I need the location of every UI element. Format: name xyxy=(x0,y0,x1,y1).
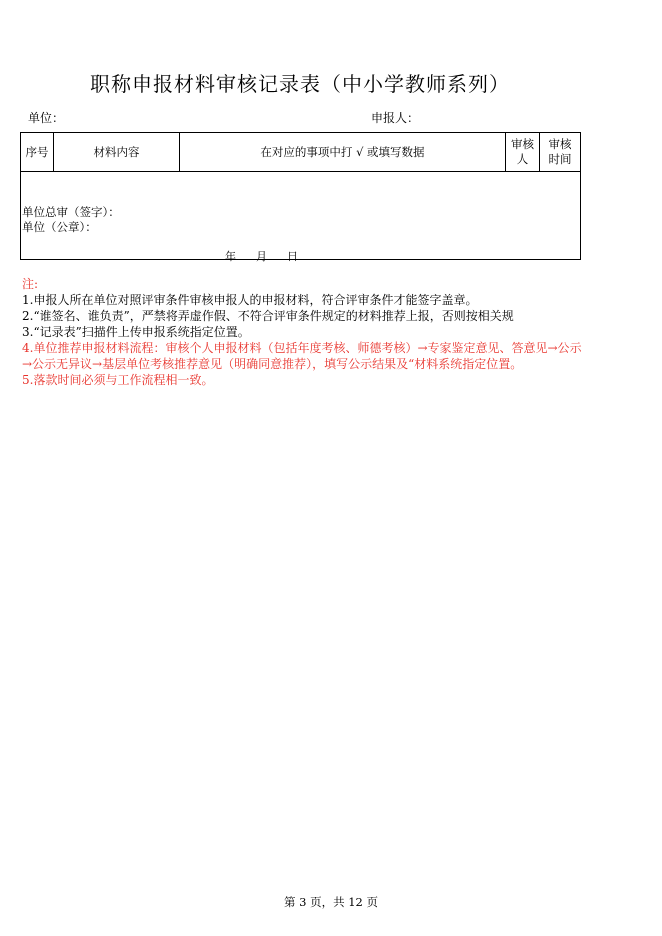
sign-seal-label: 单位（公章）： xyxy=(22,220,97,234)
sign-review-label: 单位总审（签字）： xyxy=(22,205,120,219)
note-item-5: 5.落款时间必须与工作流程相一致。 xyxy=(22,373,214,387)
date-month: 月 xyxy=(256,250,267,263)
date-line xyxy=(225,248,298,264)
notes-heading: 注: xyxy=(22,277,39,291)
notes-section xyxy=(22,276,642,388)
header-reviewer xyxy=(506,133,540,171)
signature-area xyxy=(21,172,580,263)
header-review-time xyxy=(540,133,580,171)
header-seq: 序号 xyxy=(21,133,54,171)
note-item-3: 3.“记录表”扫描件上传申报系统指定位置。 xyxy=(22,325,250,339)
date-day: 日 xyxy=(287,250,298,263)
note-item-4: 4.单位推荐申报材料流程：审核个人申报材料（包括年度考核、师德考核）→专家鉴定意见、答意见→公示→公示无异议→基层单位考核推荐意见（明确同意推荐），填写公示结果及“材料系统指定位置。 xyxy=(22,341,582,371)
header-review-time-text: 审核时间 xyxy=(548,137,572,166)
header-reviewer-text: 审核人 xyxy=(511,137,534,166)
table-header-row xyxy=(21,133,580,172)
applicant-label: 申报人： xyxy=(371,111,420,125)
header-check-instruction: 在对应的事项中打 √ 或填写数据 xyxy=(180,133,506,171)
note-item-2: 2.“谁签名、谁负责”，严禁将弄虚作假、不符合评审条件规定的材料推荐上报，否则按相关规 xyxy=(22,309,514,323)
unit-label: 单位： xyxy=(28,111,65,125)
note-item-1: 1.申报人所在单位对照评审条件审核申报人的申报材料，符合评审条件才能签字盖章。 xyxy=(22,293,478,307)
date-year: 年 xyxy=(225,250,236,263)
review-record-table xyxy=(20,132,581,263)
document-title: 职称申报材料审核记录表（中小学教师系列） xyxy=(90,72,510,96)
page-number-footer: 第 3 页，共 12 页 xyxy=(283,895,379,909)
header-material-content: 材料内容 xyxy=(54,133,180,171)
